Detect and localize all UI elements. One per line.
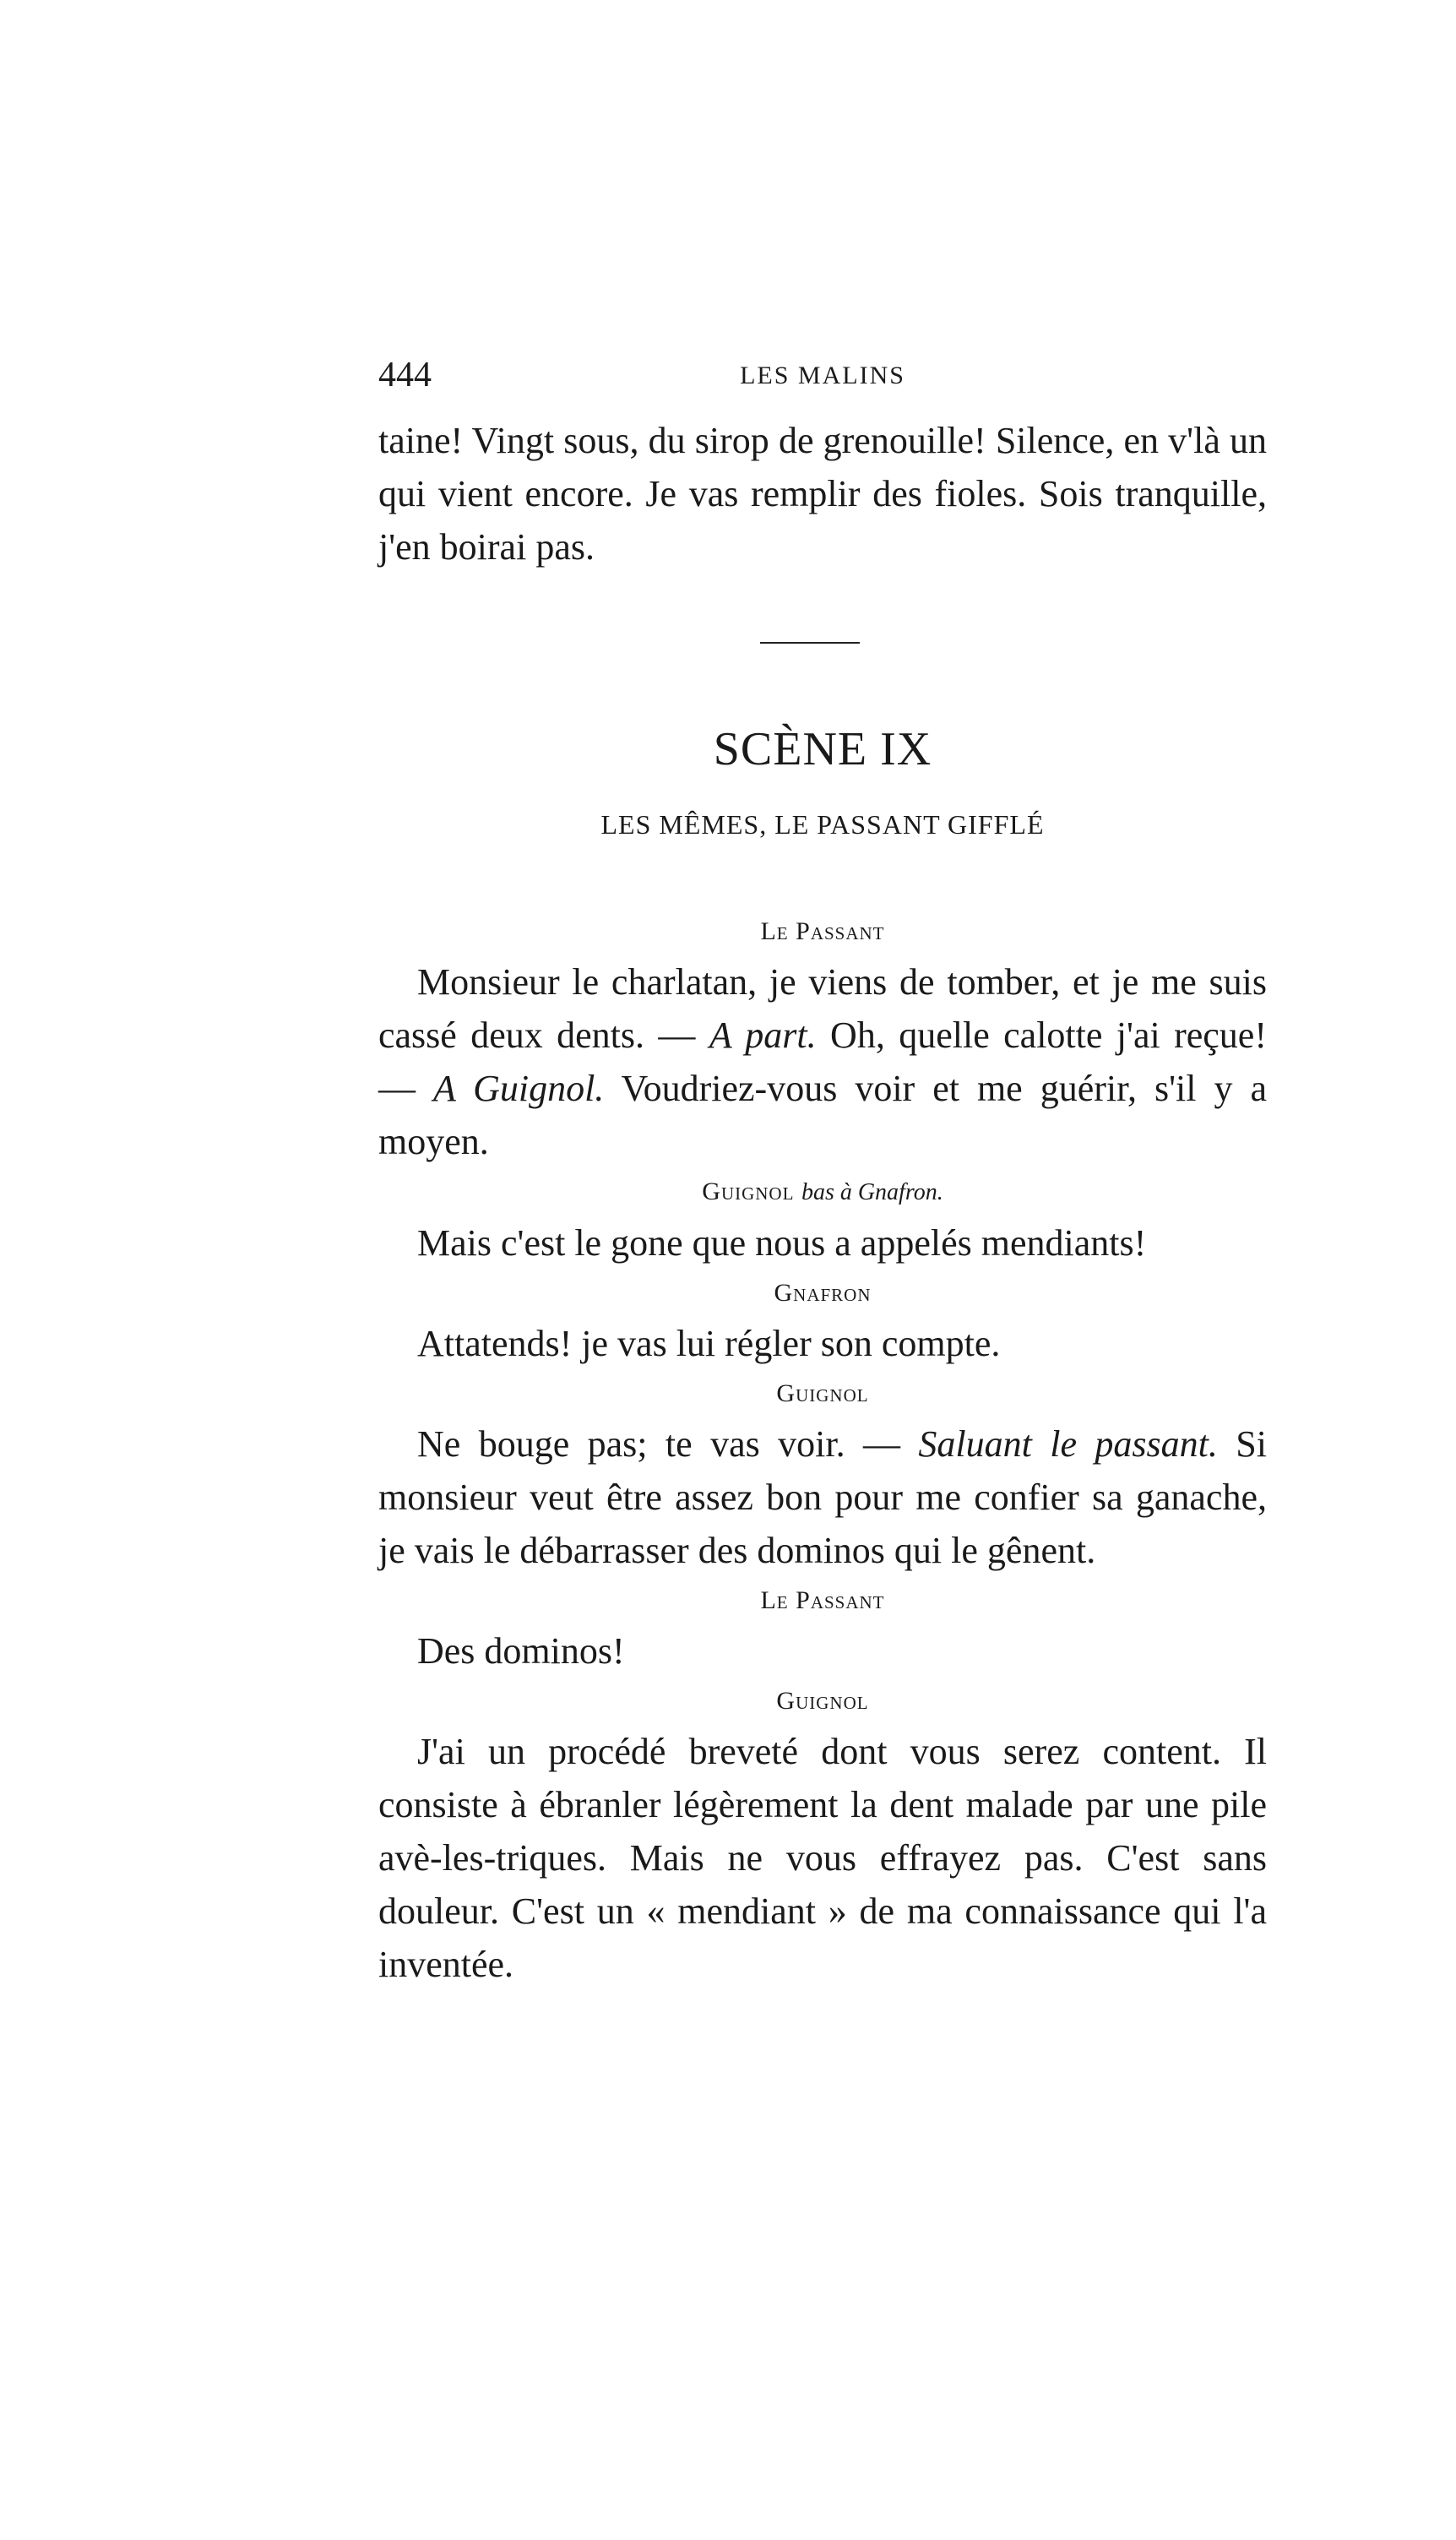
stage-direction: Saluant le passant. (918, 1423, 1218, 1465)
speech: Des dominos! (417, 1630, 625, 1672)
speech (378, 955, 1267, 1168)
speech-text: Oh, quelle calotte j'ai reçue! — (378, 1014, 1267, 1109)
opening-paragraph: taine! Vingt sous, du sirop de grenouille! Silence, en v'là un qui vient encore. Je vas remplir des fioles. Sois tranquille, j'en boirai pas. (378, 420, 1267, 568)
speaker-name: Gnafron (774, 1279, 872, 1307)
scene-cast: LES MÊMES, LE PASSANT GIFFLÉ (600, 809, 1045, 840)
speaker-name: Le Passant (760, 1586, 885, 1614)
speech (378, 1417, 1267, 1577)
speaker-name: Guignol (776, 1687, 869, 1715)
page-header (378, 355, 1267, 405)
stage-direction: A Guignol. (433, 1068, 605, 1109)
speech-text: Monsieur le charlatan, je viens de tomber, et je me suis cassé deux dents. — (378, 961, 1267, 1056)
speaker-line (378, 1168, 1267, 1216)
speaker-name: Guignol (702, 1178, 795, 1205)
speech: Attatends! je vas lui régler son compte. (417, 1323, 1001, 1364)
running-title: LES MALINS (740, 362, 905, 389)
speech-text: Si monsieur veut être assez bon pour me confier sa ganache, je vais le débarrasser des dominos qui le gênent. (378, 1423, 1267, 1571)
scene-title: SCÈNE IX (713, 723, 932, 775)
stage-direction: bas à Gnafron. (801, 1179, 943, 1205)
speech-text: Voudriez-vous voir et me guérir, s'il y a moyen. (378, 1068, 1268, 1162)
speech: J'ai un procédé breveté dont vous serez content. Il consiste à ébranler légèrement la dent malade par une pile avè-les-triques. Mais ne vous effrayez pas. C'est sans douleur. C'est un « mendiant » de ma connaissance qui l'a inventée. (378, 1731, 1267, 1985)
speech: Mais c'est le gone que nous a appelés mendiants! (417, 1222, 1147, 1264)
speech-text: Ne bouge pas; te vas voir. — (417, 1423, 919, 1465)
page-number: 444 (378, 356, 432, 394)
speaker-name: Le Passant (760, 917, 885, 945)
dialogue-block (378, 908, 1267, 1991)
stage-direction: A part. (709, 1014, 817, 1056)
opening-paragraph-block (378, 414, 1267, 574)
speaker-name: Guignol (776, 1379, 869, 1407)
section-divider (760, 642, 860, 644)
